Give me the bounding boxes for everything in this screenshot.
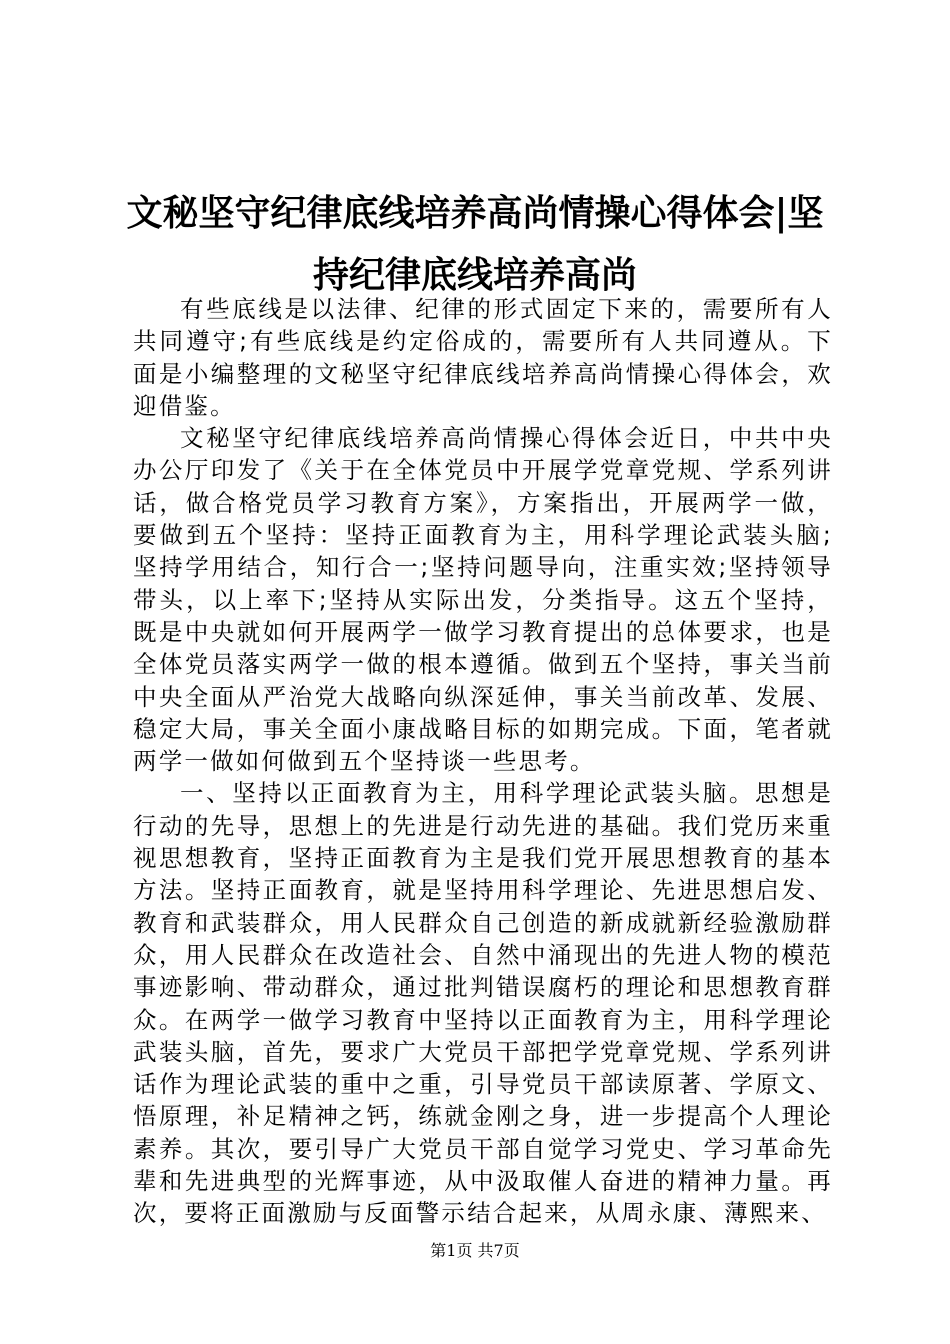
page-footer: 第1页 共7页 <box>430 1241 520 1260</box>
title-line-2: 持纪律底线培养高尚 <box>312 254 637 296</box>
document-body <box>133 293 833 1230</box>
paragraph-intro: 有些底线是以法律、纪律的形式固定下来的，需要所有人共同遵守;有些底线是约定俗成的，需要所有人共同遵从。下面是小编整理的文秘坚守纪律底线培养高尚情操心得体会，欢迎借鉴。 <box>133 295 833 420</box>
title-line-1: 文秘坚守纪律底线培养高尚情操心得体会|坚 <box>126 192 824 234</box>
paragraph-five-principles: 文秘坚守纪律底线培养高尚情操心得体会近日，中共中央办公厅印发了《关于在全体党员中开展学党章党规、学系列讲话，做合格党员学习教育方案》，方案指出，开展两学一做，要做到五个坚持：坚持正面教育为主，用科学理论武装头脑;坚持学用结合，知行合一;坚持问题导向，注重实效;坚持领导带头，以上率下;坚持从实际出发，分类指导。这五个坚持，既是中央就如何开展两学一做学习教育提出的总体要求，也是全体党员落实两学一做的根本遵循。做到五个坚持，事关当前中央全面从严治党大战略向纵深延伸，事关当前改革、发展、稳定大局，事关全面小康战略目标的如期完成。下面，笔者就两学一做如何做到五个坚持谈一些思考。 <box>133 424 833 776</box>
paragraph-section-one: 一、坚持以正面教育为主，用科学理论武装头脑。思想是行动的先导，思想上的先进是行动先进的基础。我们党历来重视思想教育，坚持正面教育为主是我们党开展思想教育的基本方法。坚持正面教育，就是坚持用科学理论、先进思想启发、教育和武装群众，用人民群众自己创造的新成就新经验激励群众，用人民群众在改造社会、自然中涌现出的先进人物的模范事迹影响、带动群众，通过批判错误腐朽的理论和思想教育群众。在两学一做学习教育中坚持以正面教育为主，用科学理论武装头脑，首先，要求广大党员干部把学党章党规、学系列讲话作为理论武装的重中之重，引导党员干部读原著、学原文、悟原理，补足精神之钙，练就金刚之身，进一步提高个人理论素养。其次，要引导广大党员干部自觉学习党史、学习革命先辈和先进典型的光辉事迹，从中汲取催人奋进的精神力量。再次，要将正面激励与反面警示结合起来，从周永康、薄熙来、 <box>133 779 833 1228</box>
document-title <box>120 182 830 306</box>
